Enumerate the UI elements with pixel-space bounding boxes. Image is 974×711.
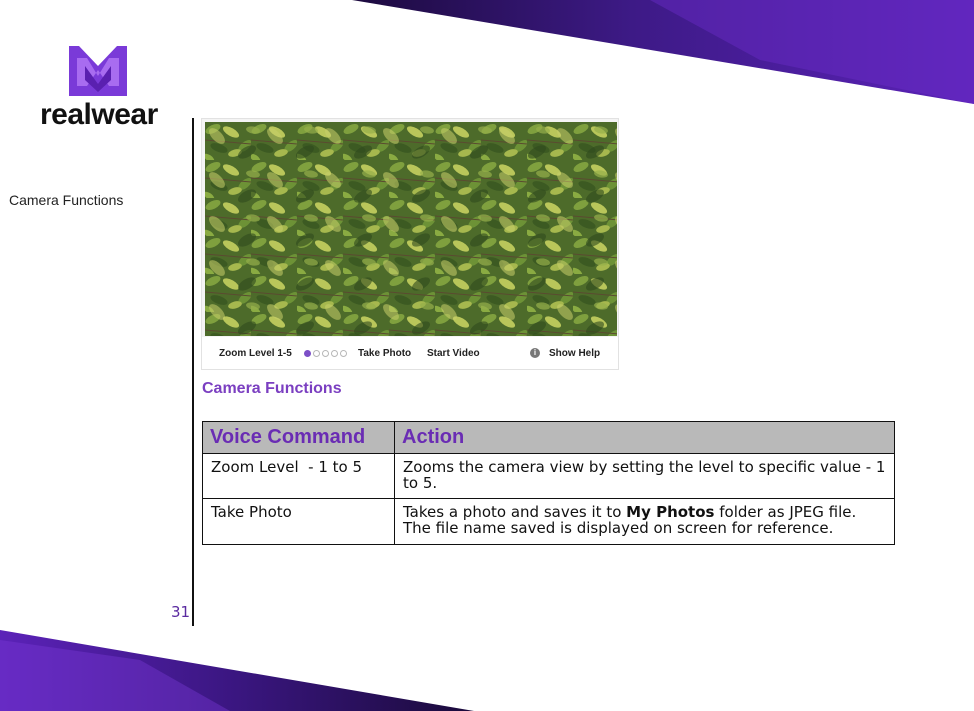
action-text: folder as JPEG file. The file name saved is displayed on screen for reference.	[403, 503, 862, 537]
sidebar-section-title: Camera Functions	[9, 192, 124, 208]
table-row	[203, 499, 895, 545]
header-voice-command: Voice Command	[203, 422, 395, 454]
zoom-dot-1	[304, 350, 311, 357]
action-cell	[395, 499, 895, 545]
figure-caption: Camera Functions	[202, 380, 342, 397]
command-cell: Zoom Level - 1 to 5	[203, 454, 395, 499]
zoom-dot-3	[322, 350, 329, 357]
divider-line	[192, 118, 194, 626]
voice-command-table	[202, 421, 895, 545]
camera-viewfinder-foliage	[205, 122, 617, 336]
brand-wordmark: realwear	[40, 98, 158, 131]
show-help-command: Show Help	[549, 348, 601, 359]
table-row	[203, 454, 895, 499]
header-action: Action	[395, 422, 895, 454]
zoom-dot-2	[313, 350, 320, 357]
zoom-dot-4	[331, 350, 338, 357]
realwear-logo-icon	[69, 46, 127, 96]
zoom-level-indicator	[304, 349, 349, 360]
zoom-level-label: Zoom Level 1-5	[219, 348, 292, 359]
command-cell: Take Photo	[203, 499, 395, 545]
my-photos-folder: My Photos	[626, 503, 715, 521]
camera-screenshot	[201, 118, 619, 370]
take-photo-command: Take Photo	[358, 348, 412, 359]
table-header-row	[203, 422, 895, 454]
page-number: 31	[171, 603, 191, 621]
zoom-dot-5	[340, 350, 347, 357]
start-video-command: Start Video	[427, 348, 480, 359]
camera-command-bar	[202, 337, 618, 369]
action-cell: Zooms the camera view by setting the level to specific value - 1 to 5.	[395, 454, 895, 499]
action-text: Takes a photo and saves it to	[403, 503, 627, 521]
info-icon: i	[530, 348, 540, 358]
